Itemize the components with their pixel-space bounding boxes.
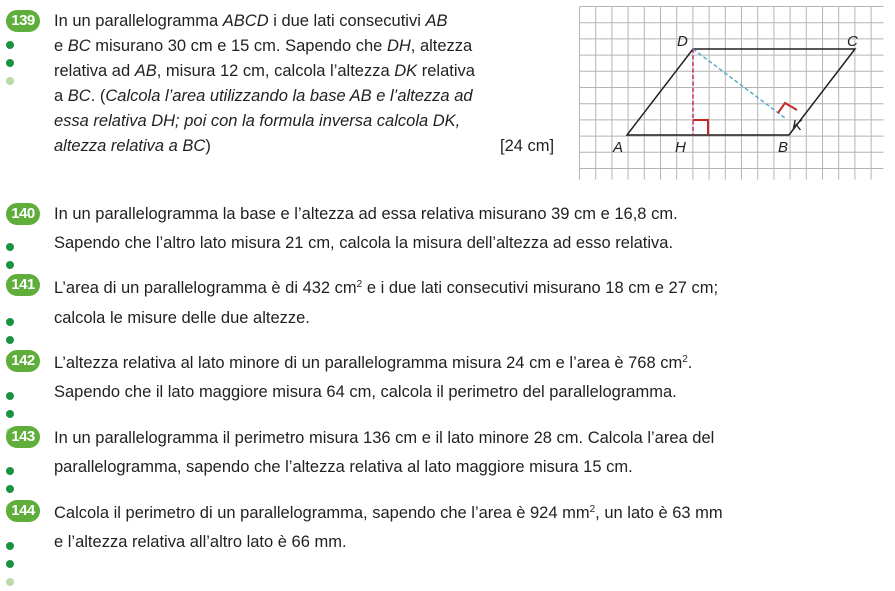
- problem-text-line: In un parallelogramma il perimetro misura 136 cm e il lato minore 28 cm. Calcola l’area del: [54, 429, 715, 447]
- vertex-label-a: A: [613, 139, 624, 156]
- problem-text-line: Sapendo che l’altro lato misura 21 cm, calcola la misura dell’altezza ad esso relativa.: [54, 234, 674, 252]
- problem-text-line: Sapendo che il lato maggiore misura 64 cm, calcola il perimetro del parallelogramma.: [54, 383, 677, 401]
- problem-text-line: parallelogramma, sapendo che l’altezza relativa al lato maggiore misura 15 cm.: [54, 458, 633, 476]
- problem-text-line: In un parallelogramma la base e l’altezza ad essa relativa misurano 39 cm e 16,8 cm.: [54, 205, 678, 223]
- problem-text-line: L’area di un parallelogramma è di 432 $cm^2$ e i due lati consecutivi misurano 18 cm e 27 cm;: [54, 279, 719, 297]
- right-angle-mark-h: [693, 120, 708, 135]
- problem-text-line: e l’altezza relativa all’altro lato è 66 mm.: [54, 533, 347, 551]
- difficulty-dots: [6, 36, 16, 90]
- problem-text-line: a BC. (Calcola l’area utilizzando la base AB e l’altezza ad: [54, 87, 473, 105]
- exercise-number-badge: 139: [6, 10, 40, 32]
- parallelogram-figure: [579, 6, 884, 180]
- exercise-number-badge: 143: [6, 426, 40, 448]
- difficulty-dot-filled: [6, 243, 14, 251]
- exercise-number-badge: 142: [6, 350, 40, 372]
- problem-text-line: calcola le misure delle due altezze.: [54, 309, 310, 327]
- exercise-number-badge: 140: [6, 203, 40, 225]
- difficulty-dot-filled: [6, 410, 14, 418]
- difficulty-dot-empty: [6, 77, 14, 85]
- vertex-label-b: B: [778, 139, 789, 156]
- difficulty-dot-filled: [6, 542, 14, 550]
- exercise-number-badge: 141: [6, 274, 40, 296]
- vertex-label-d: D: [677, 33, 688, 50]
- difficulty-dot-filled: [6, 485, 14, 493]
- answer-text: [24 cm]: [500, 137, 555, 155]
- exercise-number-badge: 144: [6, 500, 40, 522]
- problem-text-line: L’altezza relativa al lato minore di un parallelogramma misura 24 cm e l’area è 768 $cm^2$.: [54, 354, 693, 372]
- right-angle-mark-k: [778, 103, 797, 113]
- vertex-label-h: H: [675, 139, 686, 156]
- difficulty-dot-filled: [6, 318, 14, 326]
- difficulty-dot-filled: [6, 261, 14, 269]
- problem-text-line: essa relativa DH; poi con la formula inversa calcola DK,: [54, 112, 461, 130]
- problem-text-line: In un parallelogramma ABCD i due lati consecutivi AB: [54, 12, 448, 30]
- problem-text-line: e BC misurano 30 cm e 15 cm. Sapendo che DH, altezza: [54, 37, 473, 55]
- problem-text-line: relativa ad AB, misura 12 cm, calcola l’altezza DK relativa: [54, 62, 475, 80]
- difficulty-dot-empty: [6, 578, 14, 586]
- difficulty-dot-filled: [6, 392, 14, 400]
- problem-text-line: Calcola il perimetro di un parallelogramma, sapendo che l’area è 924 $mm^2$, un lato è 63 mm: [54, 504, 723, 522]
- vertex-label-c: C: [847, 33, 858, 50]
- difficulty-dots: [6, 537, 16, 591]
- difficulty-dot-filled: [6, 59, 14, 67]
- grid-lines: [580, 7, 884, 180]
- vertex-label-k: K: [792, 117, 803, 134]
- difficulty-dot-filled: [6, 336, 14, 344]
- problem-text-line: altezza relativa a BC): [54, 137, 211, 155]
- height-dk-line: [693, 49, 785, 118]
- difficulty-dot-filled: [6, 467, 14, 475]
- difficulty-dot-filled: [6, 41, 14, 49]
